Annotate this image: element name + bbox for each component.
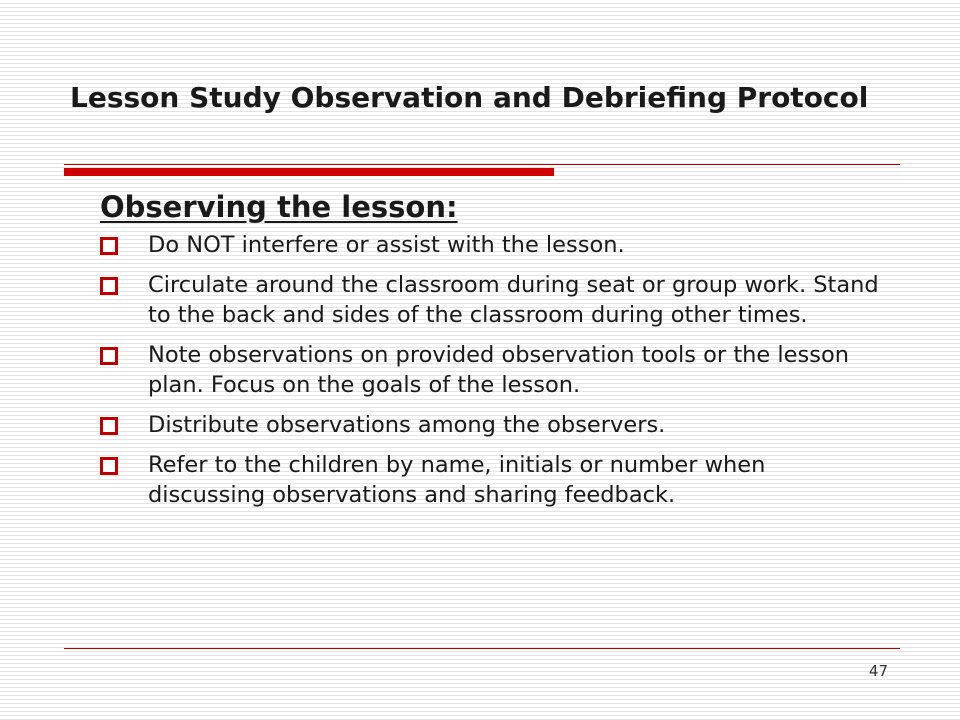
footer-divider bbox=[64, 648, 900, 649]
checkbox-icon bbox=[100, 457, 118, 475]
bullet-text: Note observations on provided observation tools or the lesson plan. Focus on the goals of the lesson. bbox=[148, 342, 849, 398]
checkbox-icon bbox=[100, 347, 118, 365]
title-divider bbox=[64, 164, 900, 165]
title-accent-bar bbox=[64, 168, 554, 176]
checkbox-icon bbox=[100, 237, 118, 255]
section-heading: Observing the lesson: bbox=[100, 190, 458, 224]
slide-title: Lesson Study Observation and Debriefing Protocol bbox=[70, 81, 869, 114]
bullet-item bbox=[100, 450, 880, 510]
checkbox-icon bbox=[100, 417, 118, 435]
bullet-item bbox=[100, 270, 880, 330]
page-number: 47 bbox=[868, 662, 888, 680]
checkbox-icon bbox=[100, 277, 118, 295]
bullet-item bbox=[100, 230, 880, 260]
bullet-list bbox=[100, 230, 880, 520]
bullet-text: Distribute observations among the observers. bbox=[148, 412, 666, 438]
bullet-item bbox=[100, 410, 880, 440]
bullet-text: Refer to the children by name, initials or number when discussing observations and sharing feedback. bbox=[148, 452, 766, 508]
bullet-text: Circulate around the classroom during seat or group work. Stand to the back and sides of the classroom during other times. bbox=[148, 272, 879, 328]
bullet-item bbox=[100, 340, 880, 400]
bullet-text: Do NOT interfere or assist with the lesson. bbox=[148, 232, 625, 258]
